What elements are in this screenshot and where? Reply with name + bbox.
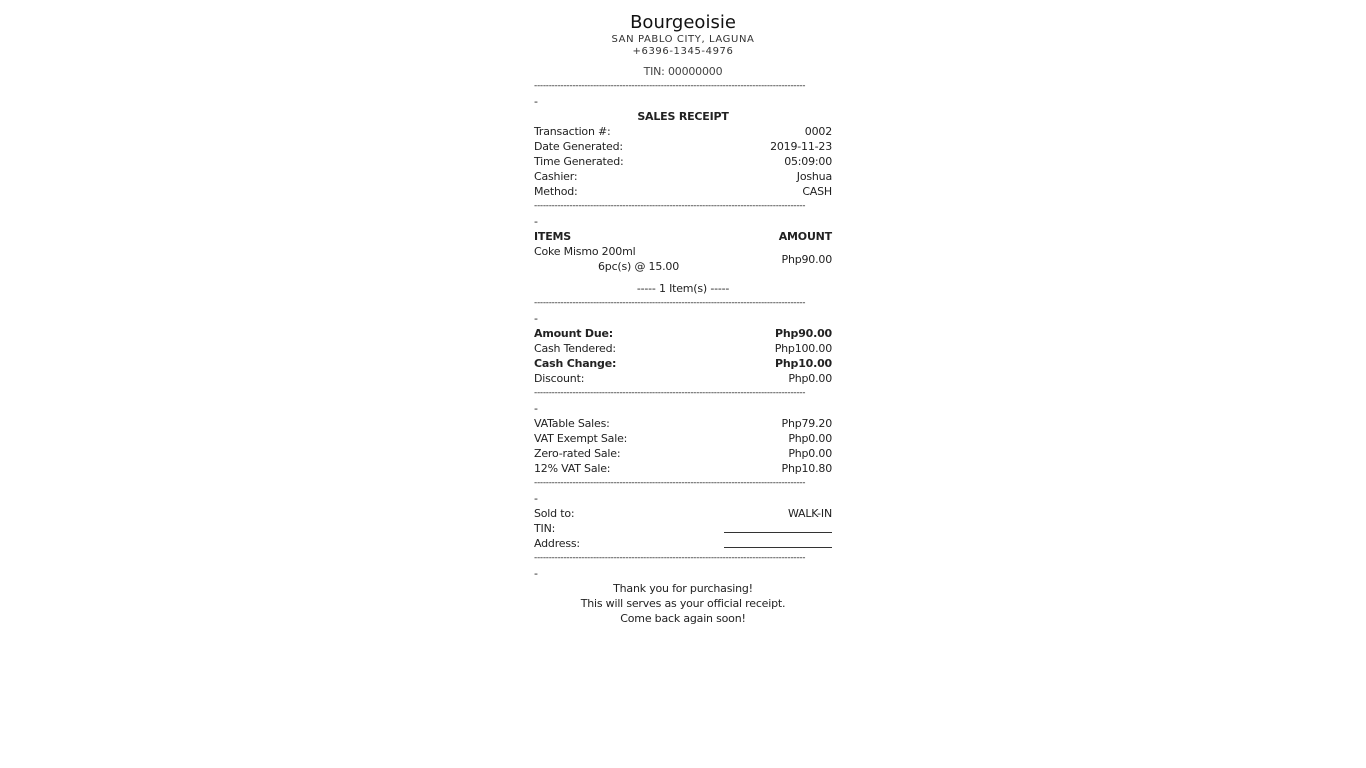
items-header-label: ITEMS: [534, 230, 571, 243]
info-value: 05:09:00: [784, 155, 832, 168]
separator-tail: -: [534, 567, 538, 580]
separator-tail: -: [534, 492, 538, 505]
info-row: [534, 124, 832, 139]
sold-to-value: WALK-IN: [787, 507, 832, 520]
separator-tail: -: [534, 215, 538, 228]
store-name: Bourgeoisie: [630, 12, 736, 33]
total-label: Amount Due:: [534, 327, 613, 340]
store-address: SAN PABLO CITY, LAGUNA: [611, 34, 755, 45]
item-row: [534, 244, 832, 274]
customer-address-row: [534, 536, 832, 551]
info-value: Joshua: [796, 170, 832, 183]
vat-value: Php79.20: [781, 417, 832, 430]
sales-receipt: [534, 12, 832, 626]
item-name: Coke Mismo 200ml: [534, 245, 636, 258]
vat-row: [534, 461, 832, 476]
info-row: [534, 139, 832, 154]
total-label: Cash Tendered:: [534, 342, 616, 355]
total-value: Php100.00: [774, 342, 832, 355]
footer-line: Come back again soon!: [620, 612, 746, 625]
separator: --------------------------------------------------------------------------------------------: [534, 298, 806, 308]
separator: --------------------------------------------------------------------------------------------: [534, 201, 806, 211]
info-row: [534, 154, 832, 169]
separator-tail: -: [534, 402, 538, 415]
vat-row: [534, 446, 832, 461]
customer-address-label: Address:: [534, 537, 580, 550]
info-label: Transaction #:: [534, 125, 611, 138]
cash-tendered-row: [534, 341, 832, 356]
amount-due-row: [534, 326, 832, 341]
customer-tin-row: [534, 521, 832, 536]
vat-row: [534, 416, 832, 431]
receipt-title: SALES RECEIPT: [637, 110, 729, 123]
info-row: [534, 184, 832, 199]
separator: --------------------------------------------------------------------------------------------: [534, 81, 806, 91]
item-count: ----- 1 Item(s) -----: [636, 282, 730, 295]
vat-label: VATable Sales:: [534, 417, 610, 430]
customer-tin-blank: [724, 521, 832, 533]
customer-address-blank: [724, 536, 832, 548]
info-label: Cashier:: [534, 170, 578, 183]
info-label: Method:: [534, 185, 578, 198]
item-amount: Php90.00: [781, 252, 832, 266]
sold-to-label: Sold to:: [534, 507, 575, 520]
info-value: 2019-11-23: [770, 140, 832, 153]
discount-row: [534, 371, 832, 386]
total-label: Cash Change:: [534, 357, 617, 370]
vat-label: 12% VAT Sale:: [534, 462, 611, 475]
info-label: Time Generated:: [534, 155, 624, 168]
vat-value: Php0.00: [788, 432, 832, 445]
footer-line: This will serves as your official receipt.: [580, 597, 786, 610]
store-phone: +6396-1345-4976: [632, 46, 734, 57]
vat-label: Zero-rated Sale:: [534, 447, 621, 460]
total-value: Php90.00: [775, 327, 832, 340]
separator-tail: -: [534, 95, 538, 108]
vat-row: [534, 431, 832, 446]
total-value: Php10.00: [775, 357, 832, 370]
info-value: CASH: [802, 185, 832, 198]
store-tin: TIN: 00000000: [643, 65, 723, 78]
total-value: Php0.00: [788, 372, 832, 385]
info-label: Date Generated:: [534, 140, 623, 153]
info-value: 0002: [804, 125, 832, 138]
vat-label: VAT Exempt Sale:: [534, 432, 628, 445]
vat-value: Php0.00: [788, 447, 832, 460]
separator: --------------------------------------------------------------------------------------------: [534, 388, 806, 398]
amount-header-label: AMOUNT: [778, 230, 832, 243]
separator: --------------------------------------------------------------------------------------------: [534, 553, 806, 563]
separator-tail: -: [534, 312, 538, 325]
footer-line: Thank you for purchasing!: [613, 582, 753, 595]
sold-to-row: [534, 506, 832, 521]
item-qty: 6pc(s) @ 15.00: [598, 260, 680, 273]
vat-value: Php10.80: [781, 462, 832, 475]
items-header: [534, 229, 832, 244]
separator: --------------------------------------------------------------------------------------------: [534, 478, 806, 488]
info-row: [534, 169, 832, 184]
customer-tin-label: TIN:: [534, 522, 556, 535]
total-label: Discount:: [534, 372, 585, 385]
cash-change-row: [534, 356, 832, 371]
